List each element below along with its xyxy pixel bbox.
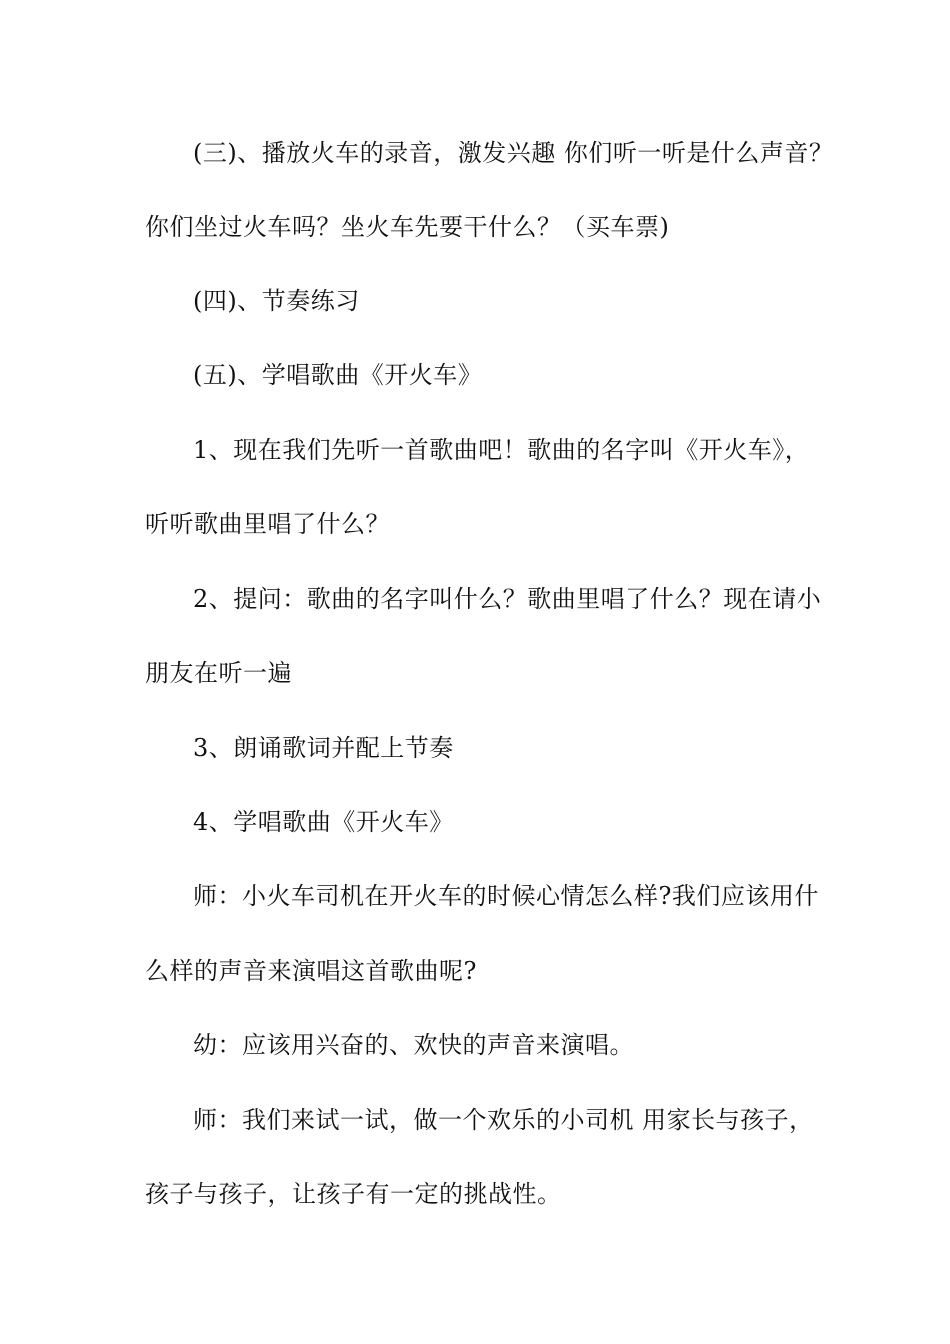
- paragraph-line: 么样的声音来演唱这首歌曲呢?: [145, 957, 477, 985]
- paragraph-line: (四)、节奏练习: [193, 287, 360, 315]
- paragraph-line: 师：小火车司机在开火车的时候心情怎么样?我们应该用什: [193, 882, 819, 910]
- paragraph-line: 听听歌曲里唱了什么？: [145, 510, 390, 538]
- paragraph-line: (三)、播放火车的录音，激发兴趣 你们听一听是什么声音？: [193, 139, 834, 167]
- paragraph-line: 4、学唱歌曲《开火车》: [193, 808, 454, 836]
- paragraph-line: 师：我们来试一试，做一个欢乐的小司机 用家长与孩子，: [193, 1106, 814, 1134]
- paragraph-line: 你们坐过火车吗？坐火车先要干什么？（买车票): [145, 213, 670, 241]
- paragraph-line: 3、朗诵歌词并配上节奏: [193, 734, 454, 762]
- paragraph-line: 1、现在我们先听一首歌曲吧！歌曲的名字叫《开火车》，: [193, 436, 810, 464]
- paragraph-line: 2、提问：歌曲的名字叫什么？歌曲里唱了什么？现在请小: [193, 585, 822, 613]
- paragraph-line: 朋友在听一遍: [145, 659, 292, 687]
- paragraph-line: (五)、学唱歌曲《开火车》: [193, 361, 483, 389]
- paragraph-line: 孩子与孩子，让孩子有一定的挑战性。: [145, 1180, 562, 1208]
- paragraph-line: 幼：应该用兴奋的、欢快的声音来演唱。: [193, 1031, 634, 1059]
